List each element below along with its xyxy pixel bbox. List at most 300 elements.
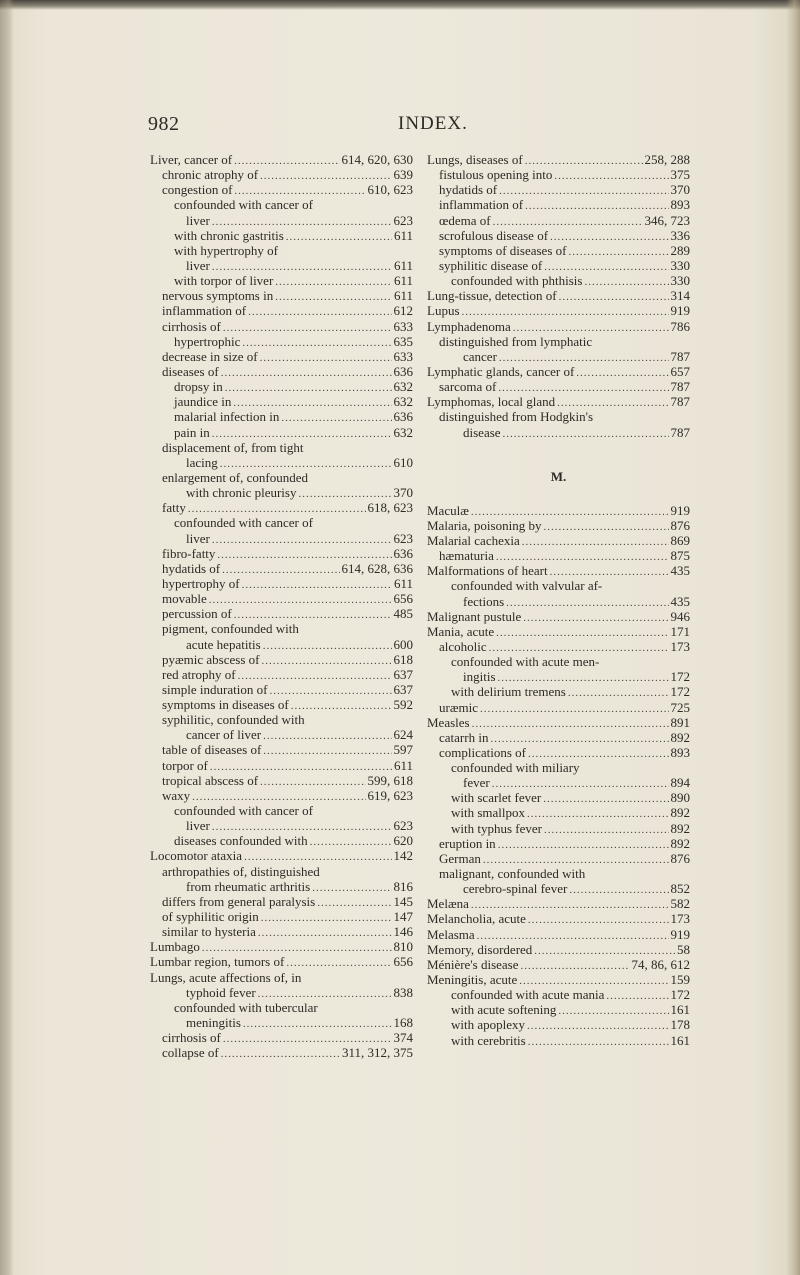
index-entry	[150, 939, 413, 954]
index-entry	[150, 440, 413, 455]
index-entry	[427, 213, 690, 228]
index-entry-term: Maculæ	[427, 502, 469, 518]
index-entry-pages: 787	[670, 394, 690, 410]
dot-leader	[568, 686, 669, 701]
index-entry	[150, 349, 413, 364]
index-entry-term: with smallpox	[451, 805, 526, 821]
index-entry	[150, 228, 413, 243]
index-entry	[427, 624, 690, 639]
index-entry	[427, 409, 690, 424]
index-entry	[150, 1000, 413, 1015]
page-header	[148, 113, 658, 137]
index-entry-pages: 786	[670, 318, 690, 334]
index-entry-term: Melæna	[427, 896, 469, 912]
dot-leader	[521, 959, 630, 974]
index-entry-term: pain in	[174, 424, 210, 440]
index-entry-term: confounded with cancer of	[174, 197, 313, 213]
index-entry-term: red atrophy of	[162, 666, 236, 682]
index-entry-pages: 619, 623	[367, 787, 413, 803]
index-entry-pages: 582	[670, 896, 690, 912]
index-entry-term: with cerebritis	[451, 1032, 526, 1048]
dot-leader	[472, 717, 669, 732]
index-entry-term: Malignant pustule	[427, 608, 522, 624]
index-entry-term: hæmaturia	[439, 548, 494, 564]
index-entry	[427, 700, 690, 715]
index-entry-pages: 172	[670, 669, 690, 685]
dot-leader	[242, 336, 391, 351]
dot-leader	[523, 611, 668, 626]
index-entry	[427, 303, 690, 318]
dot-leader	[258, 926, 392, 941]
index-entry-term: scrofulous disease of	[439, 227, 549, 243]
index-entry	[150, 1030, 413, 1045]
dot-leader	[522, 535, 669, 550]
index-entry	[150, 652, 413, 667]
index-entry-pages: 611	[393, 757, 413, 773]
index-entry-pages: 485	[393, 606, 413, 622]
index-entry-term: fections	[463, 593, 505, 609]
index-entry-term: confounded with valvular af-	[451, 578, 603, 594]
dot-leader	[550, 230, 668, 245]
index-entry-term: jaundice in	[174, 394, 232, 410]
index-entry-pages: 620	[393, 833, 413, 849]
index-entry	[427, 821, 690, 836]
index-entry-pages: 892	[670, 835, 690, 851]
page-spine-shadow	[0, 0, 14, 1275]
index-entry-term: fever	[463, 775, 490, 791]
index-entry-pages: 159	[670, 972, 690, 988]
index-entry-term: waxy	[162, 787, 191, 803]
index-entry	[150, 697, 413, 712]
index-entry	[427, 669, 690, 684]
running-head: INDEX.	[398, 113, 468, 134]
index-entry-pages: 852	[670, 881, 690, 897]
index-entry	[150, 213, 413, 228]
index-entry	[150, 167, 413, 182]
index-entry-term: enlargement of, confounded	[162, 469, 308, 485]
index-entry-pages: 289	[670, 242, 690, 258]
index-entry	[427, 594, 690, 609]
page-number: 982	[148, 113, 180, 135]
index-entry-pages: 946	[670, 608, 690, 624]
index-entry-term: collapse of	[162, 1045, 219, 1061]
index-entry-pages: 618	[393, 651, 413, 667]
index-entry	[150, 682, 413, 697]
index-entry-pages: 725	[670, 699, 690, 715]
index-entry-pages: 656	[393, 591, 413, 607]
index-entry-term: inflammation of	[162, 303, 247, 319]
index-entry-pages: 892	[670, 820, 690, 836]
index-entry	[427, 258, 690, 273]
index-entry	[150, 742, 413, 757]
dot-leader	[275, 275, 392, 290]
index-entry	[150, 319, 413, 334]
dot-leader	[503, 427, 669, 442]
index-entry-pages: 636	[393, 363, 413, 379]
index-entry-term: confounded with miliary	[451, 760, 580, 776]
index-entry	[427, 715, 690, 730]
index-entry-term: German	[439, 850, 481, 866]
index-entry-term: Liver, cancer of	[150, 152, 233, 167]
dot-leader	[498, 838, 669, 853]
index-entry	[427, 533, 690, 548]
index-entry-term: malarial infection in	[174, 409, 280, 425]
index-entry-term: sarcoma of	[439, 379, 497, 395]
index-entry-pages: 623	[393, 818, 413, 834]
dot-leader	[568, 245, 668, 260]
index-entry-term: with delirium tremens	[451, 684, 566, 700]
index-entry-term: arthropathies of, distinguished	[162, 863, 320, 879]
index-entry-term: diseases of	[162, 363, 219, 379]
index-entry	[427, 881, 690, 896]
index-entry-term: cancer	[463, 348, 497, 364]
dot-leader	[260, 775, 365, 790]
index-entry-pages: 787	[670, 424, 690, 440]
index-entry-pages: 636	[393, 409, 413, 425]
index-entry-term: syphilitic disease of	[439, 257, 543, 273]
index-entry-term: alcoholic	[439, 638, 487, 654]
index-entry	[427, 379, 690, 394]
index-entry-pages: 172	[670, 684, 690, 700]
index-entry-pages: 637	[393, 681, 413, 697]
dot-leader	[312, 881, 391, 896]
index-entry-pages: 612	[393, 303, 413, 319]
index-entry	[150, 470, 413, 485]
dot-leader	[558, 1004, 668, 1019]
index-entry-pages: 599, 618	[367, 772, 413, 788]
index-entry-pages: 611	[393, 227, 413, 243]
index-entry-term: acute hepatitis	[186, 636, 261, 652]
page-right-edge	[786, 0, 800, 1275]
index-entry-term: Mania, acute	[427, 623, 495, 639]
index-entry-term: hydatids of	[439, 182, 498, 198]
dot-leader	[223, 321, 392, 336]
index-entry-term: cerebro-spinal fever	[463, 881, 568, 897]
index-entry	[427, 927, 690, 942]
index-entry-term: of syphilitic origin	[162, 909, 259, 925]
index-entry-pages: 637	[393, 666, 413, 682]
index-entry-term: Lumbago	[150, 939, 200, 955]
index-entry	[427, 503, 690, 518]
index-entry	[150, 515, 413, 530]
index-entry-term: with chronic gastritis	[174, 227, 284, 243]
index-entry-pages: 336	[670, 227, 690, 243]
index-entry-pages: 894	[670, 775, 690, 791]
index-entry-term: Memory, disordered	[427, 941, 533, 957]
index-entry-term: torpor of	[162, 757, 208, 773]
index-entry-pages: 611	[393, 273, 413, 289]
dot-leader	[221, 1047, 340, 1062]
index-entry-pages: 810	[393, 939, 413, 955]
index-entry	[427, 639, 690, 654]
index-entry-term: Melasma	[427, 926, 475, 942]
index-entry	[150, 197, 413, 212]
index-entry	[150, 182, 413, 197]
index-entry-term: Lungs, diseases of	[427, 152, 523, 167]
index-entry-term: simple induration of	[162, 681, 268, 697]
index-entry	[150, 485, 413, 500]
index-entry	[427, 684, 690, 699]
index-entry-term: differs from general paralysis	[162, 893, 316, 909]
index-entry-pages: 330	[670, 257, 690, 273]
index-entry-term: distinguished from Hodgkin's	[439, 409, 594, 425]
index-entry-term: with acute softening	[451, 1002, 557, 1018]
index-entry-term: Ménière's disease	[427, 956, 519, 972]
index-entry-term: Lungs, acute affections of, in	[150, 969, 302, 985]
index-entry-pages: 869	[670, 532, 690, 548]
index-entry-term: confounded with cancer of	[174, 515, 313, 531]
index-entry-pages: 330	[670, 273, 690, 289]
index-entry-term: cancer of liver	[186, 727, 262, 743]
dot-leader	[528, 913, 669, 928]
index-entry	[150, 864, 413, 879]
dot-leader	[606, 989, 668, 1004]
dot-leader	[499, 184, 668, 199]
index-entry	[427, 1017, 690, 1032]
index-entry	[427, 288, 690, 303]
index-entry	[427, 548, 690, 563]
index-entry-term: inflammation of	[439, 197, 524, 213]
index-entry-term: Lumbar region, tumors of	[150, 954, 285, 970]
index-entry-term: cirrhosis of	[162, 318, 221, 334]
index-entry-pages: 838	[393, 984, 413, 1000]
index-entry-term: Lupus	[427, 303, 460, 319]
dot-leader	[261, 654, 391, 669]
index-entry	[427, 942, 690, 957]
dot-leader	[261, 911, 392, 926]
index-entry-term: Melancholia, acute	[427, 911, 526, 927]
dot-leader	[248, 305, 391, 320]
index-entry-pages: 146	[393, 924, 413, 940]
index-entry	[427, 987, 690, 1002]
index-entry-term: table of diseases of	[162, 742, 262, 758]
index-entry-pages: 611	[393, 575, 413, 591]
index-entry-term: confounded with acute men-	[451, 654, 600, 670]
dot-leader	[221, 366, 392, 381]
index-entry-pages: 614, 628, 636	[341, 560, 413, 576]
dot-leader	[263, 639, 392, 654]
index-entry-pages: 374	[393, 1030, 413, 1046]
index-entry	[427, 775, 690, 790]
index-entry	[150, 1045, 413, 1060]
index-entry-pages: 891	[670, 714, 690, 730]
index-entry-term: liver	[186, 530, 210, 546]
index-entry-term: hydatids of	[162, 560, 221, 576]
dot-leader	[242, 578, 392, 593]
index-entry-pages: 592	[393, 697, 413, 713]
index-entry-pages: 893	[670, 744, 690, 760]
index-entry	[427, 972, 690, 987]
index-entry-term: with hypertrophy of	[174, 242, 278, 258]
index-entry-term: with typhus fever	[451, 820, 542, 836]
index-entry-term: dropsy in	[174, 379, 223, 395]
index-entry-pages: 623	[393, 212, 413, 228]
index-entry-term: lacing	[186, 454, 218, 470]
index-entry-pages: 370	[670, 182, 690, 198]
index-entry-pages: 632	[393, 379, 413, 395]
index-entry-term: from rheumatic arthritis	[186, 878, 311, 894]
index-entry-term: liver	[186, 818, 210, 834]
index-entry	[150, 425, 413, 440]
index-entry	[427, 760, 690, 775]
index-column-right	[427, 152, 690, 1048]
index-entry-pages: 311, 312, 375	[341, 1045, 413, 1061]
index-entry	[427, 364, 690, 379]
index-entry-pages: 161	[670, 1002, 690, 1018]
index-entry-pages: 656	[393, 954, 413, 970]
index-entry-term: catarrh in	[439, 729, 489, 745]
index-entry	[427, 790, 690, 805]
index-entry-pages: 892	[670, 729, 690, 745]
index-entry-pages: 58	[677, 941, 690, 957]
index-entry	[150, 591, 413, 606]
index-entry-term: fibro-fatty	[162, 545, 216, 561]
dot-leader	[506, 596, 668, 611]
dot-leader	[569, 883, 668, 898]
index-entry	[427, 273, 690, 288]
index-entry-pages: 919	[670, 926, 690, 942]
index-entry-term: meningitis	[186, 1015, 241, 1031]
index-entry-term: œdema of	[439, 212, 491, 228]
index-entry-pages: 787	[670, 379, 690, 395]
index-entry-term: decrease in size of	[162, 348, 258, 364]
index-entry-pages: 145	[393, 893, 413, 909]
index-entry-pages: 890	[670, 790, 690, 806]
index-entry-term: hypertrophy of	[162, 575, 240, 591]
dot-leader	[260, 351, 392, 366]
index-entry-pages: 610	[393, 454, 413, 470]
index-entry	[150, 531, 413, 546]
dot-leader	[543, 792, 668, 807]
index-entry-pages: 611	[393, 288, 413, 304]
index-entry-term: Meningitis, acute	[427, 972, 518, 988]
index-entry	[427, 836, 690, 851]
index-entry-term: symptoms of diseases of	[439, 242, 567, 258]
index-entry	[150, 546, 413, 561]
index-entry-term: typhoid fever	[186, 984, 256, 1000]
index-entry	[150, 409, 413, 424]
index-entry-term: confounded with acute mania	[451, 987, 605, 1003]
index-entry-pages: 597	[393, 742, 413, 758]
index-entry	[150, 637, 413, 652]
index-entry-term: tropical abscess of	[162, 772, 259, 788]
index-entry	[150, 500, 413, 515]
index-entry	[427, 152, 690, 167]
index-entry	[427, 851, 690, 866]
index-entry-term: Lymphadenoma	[427, 318, 511, 334]
index-entry	[427, 1033, 690, 1048]
index-entry	[427, 563, 690, 578]
index-entry-pages: 314	[670, 288, 690, 304]
index-entry	[150, 1015, 413, 1030]
index-entry	[427, 182, 690, 197]
dot-leader	[543, 520, 668, 535]
index-entry-term: Lung-tissue, detection of	[427, 288, 557, 304]
dot-leader	[225, 381, 392, 396]
index-entry-pages: 623	[393, 530, 413, 546]
dot-leader	[480, 702, 669, 717]
index-entry	[427, 228, 690, 243]
index-entry	[150, 364, 413, 379]
index-entry	[427, 394, 690, 409]
index-entry-term: similar to hysteria	[162, 924, 256, 940]
index-entry-term: nervous symptoms in	[162, 288, 274, 304]
index-entry	[150, 833, 413, 848]
index-entry	[150, 954, 413, 969]
index-section-m	[427, 503, 690, 1048]
dot-leader	[584, 275, 668, 290]
index-entry	[150, 152, 413, 167]
index-entry-term: percussion of	[162, 606, 232, 622]
index-entry-pages: 657	[670, 363, 690, 379]
index-entry-term: fistulous opening into	[439, 167, 553, 183]
index-entry-pages: 618, 623	[367, 500, 413, 516]
index-entry	[150, 576, 413, 591]
index-entry-term: with scarlet fever	[451, 790, 542, 806]
index-entry-pages: 147	[393, 909, 413, 925]
index-entry-pages: 787	[670, 348, 690, 364]
index-entry	[150, 788, 413, 803]
index-entry	[427, 1002, 690, 1017]
index-entry-term: Malaria, poisoning by	[427, 517, 542, 533]
dot-leader	[275, 290, 392, 305]
index-entry	[150, 606, 413, 621]
index-entry-pages: 74, 86, 612	[631, 956, 690, 972]
index-entry	[150, 818, 413, 833]
index-entry	[427, 349, 690, 364]
dot-leader	[263, 729, 391, 744]
index-entry	[150, 334, 413, 349]
index-entry	[150, 394, 413, 409]
index-entry-pages: 892	[670, 805, 690, 821]
index-entry	[427, 957, 690, 972]
index-entry-term: with apoplexy	[451, 1017, 526, 1033]
dot-leader	[310, 835, 392, 850]
index-entry	[150, 273, 413, 288]
index-entry-pages: 875	[670, 548, 690, 564]
index-entry-pages: 161	[670, 1032, 690, 1048]
index-entry	[427, 425, 690, 440]
index-entry-term: liver	[186, 257, 210, 273]
index-entry	[150, 985, 413, 1000]
index-entry	[427, 578, 690, 593]
index-entry-term: cirrhosis of	[162, 1030, 221, 1046]
index-entry-term: distinguished from lymphatic	[439, 333, 593, 349]
index-entry-pages: 893	[670, 197, 690, 213]
index-entry-pages: 346, 723	[644, 212, 690, 228]
index-entry-term: confounded with phthisis	[451, 273, 583, 289]
index-entry	[427, 197, 690, 212]
index-entry-pages: 600	[393, 636, 413, 652]
index-entry-term: complications of	[439, 744, 527, 760]
index-entry-pages: 435	[670, 593, 690, 609]
index-entry-pages: 816	[393, 878, 413, 894]
dot-leader	[527, 807, 668, 822]
index-entry-term: displacement of, from tight	[162, 439, 304, 455]
index-entry-term: Malformations of heart	[427, 563, 548, 579]
dot-leader	[263, 744, 391, 759]
index-section-l-continued	[427, 152, 690, 440]
index-entry-pages: 258, 288	[644, 152, 690, 167]
index-entry-pages: 876	[670, 850, 690, 866]
index-entry-term: ingitis	[463, 669, 496, 685]
index-entry-term: hypertrophic	[174, 333, 241, 349]
dot-leader	[528, 1035, 669, 1050]
index-entry-pages: 919	[670, 303, 690, 319]
index-entry-term: with chronic pleurisy	[186, 485, 297, 501]
index-entry-pages: 611	[393, 257, 413, 273]
index-entry-pages: 635	[393, 333, 413, 349]
